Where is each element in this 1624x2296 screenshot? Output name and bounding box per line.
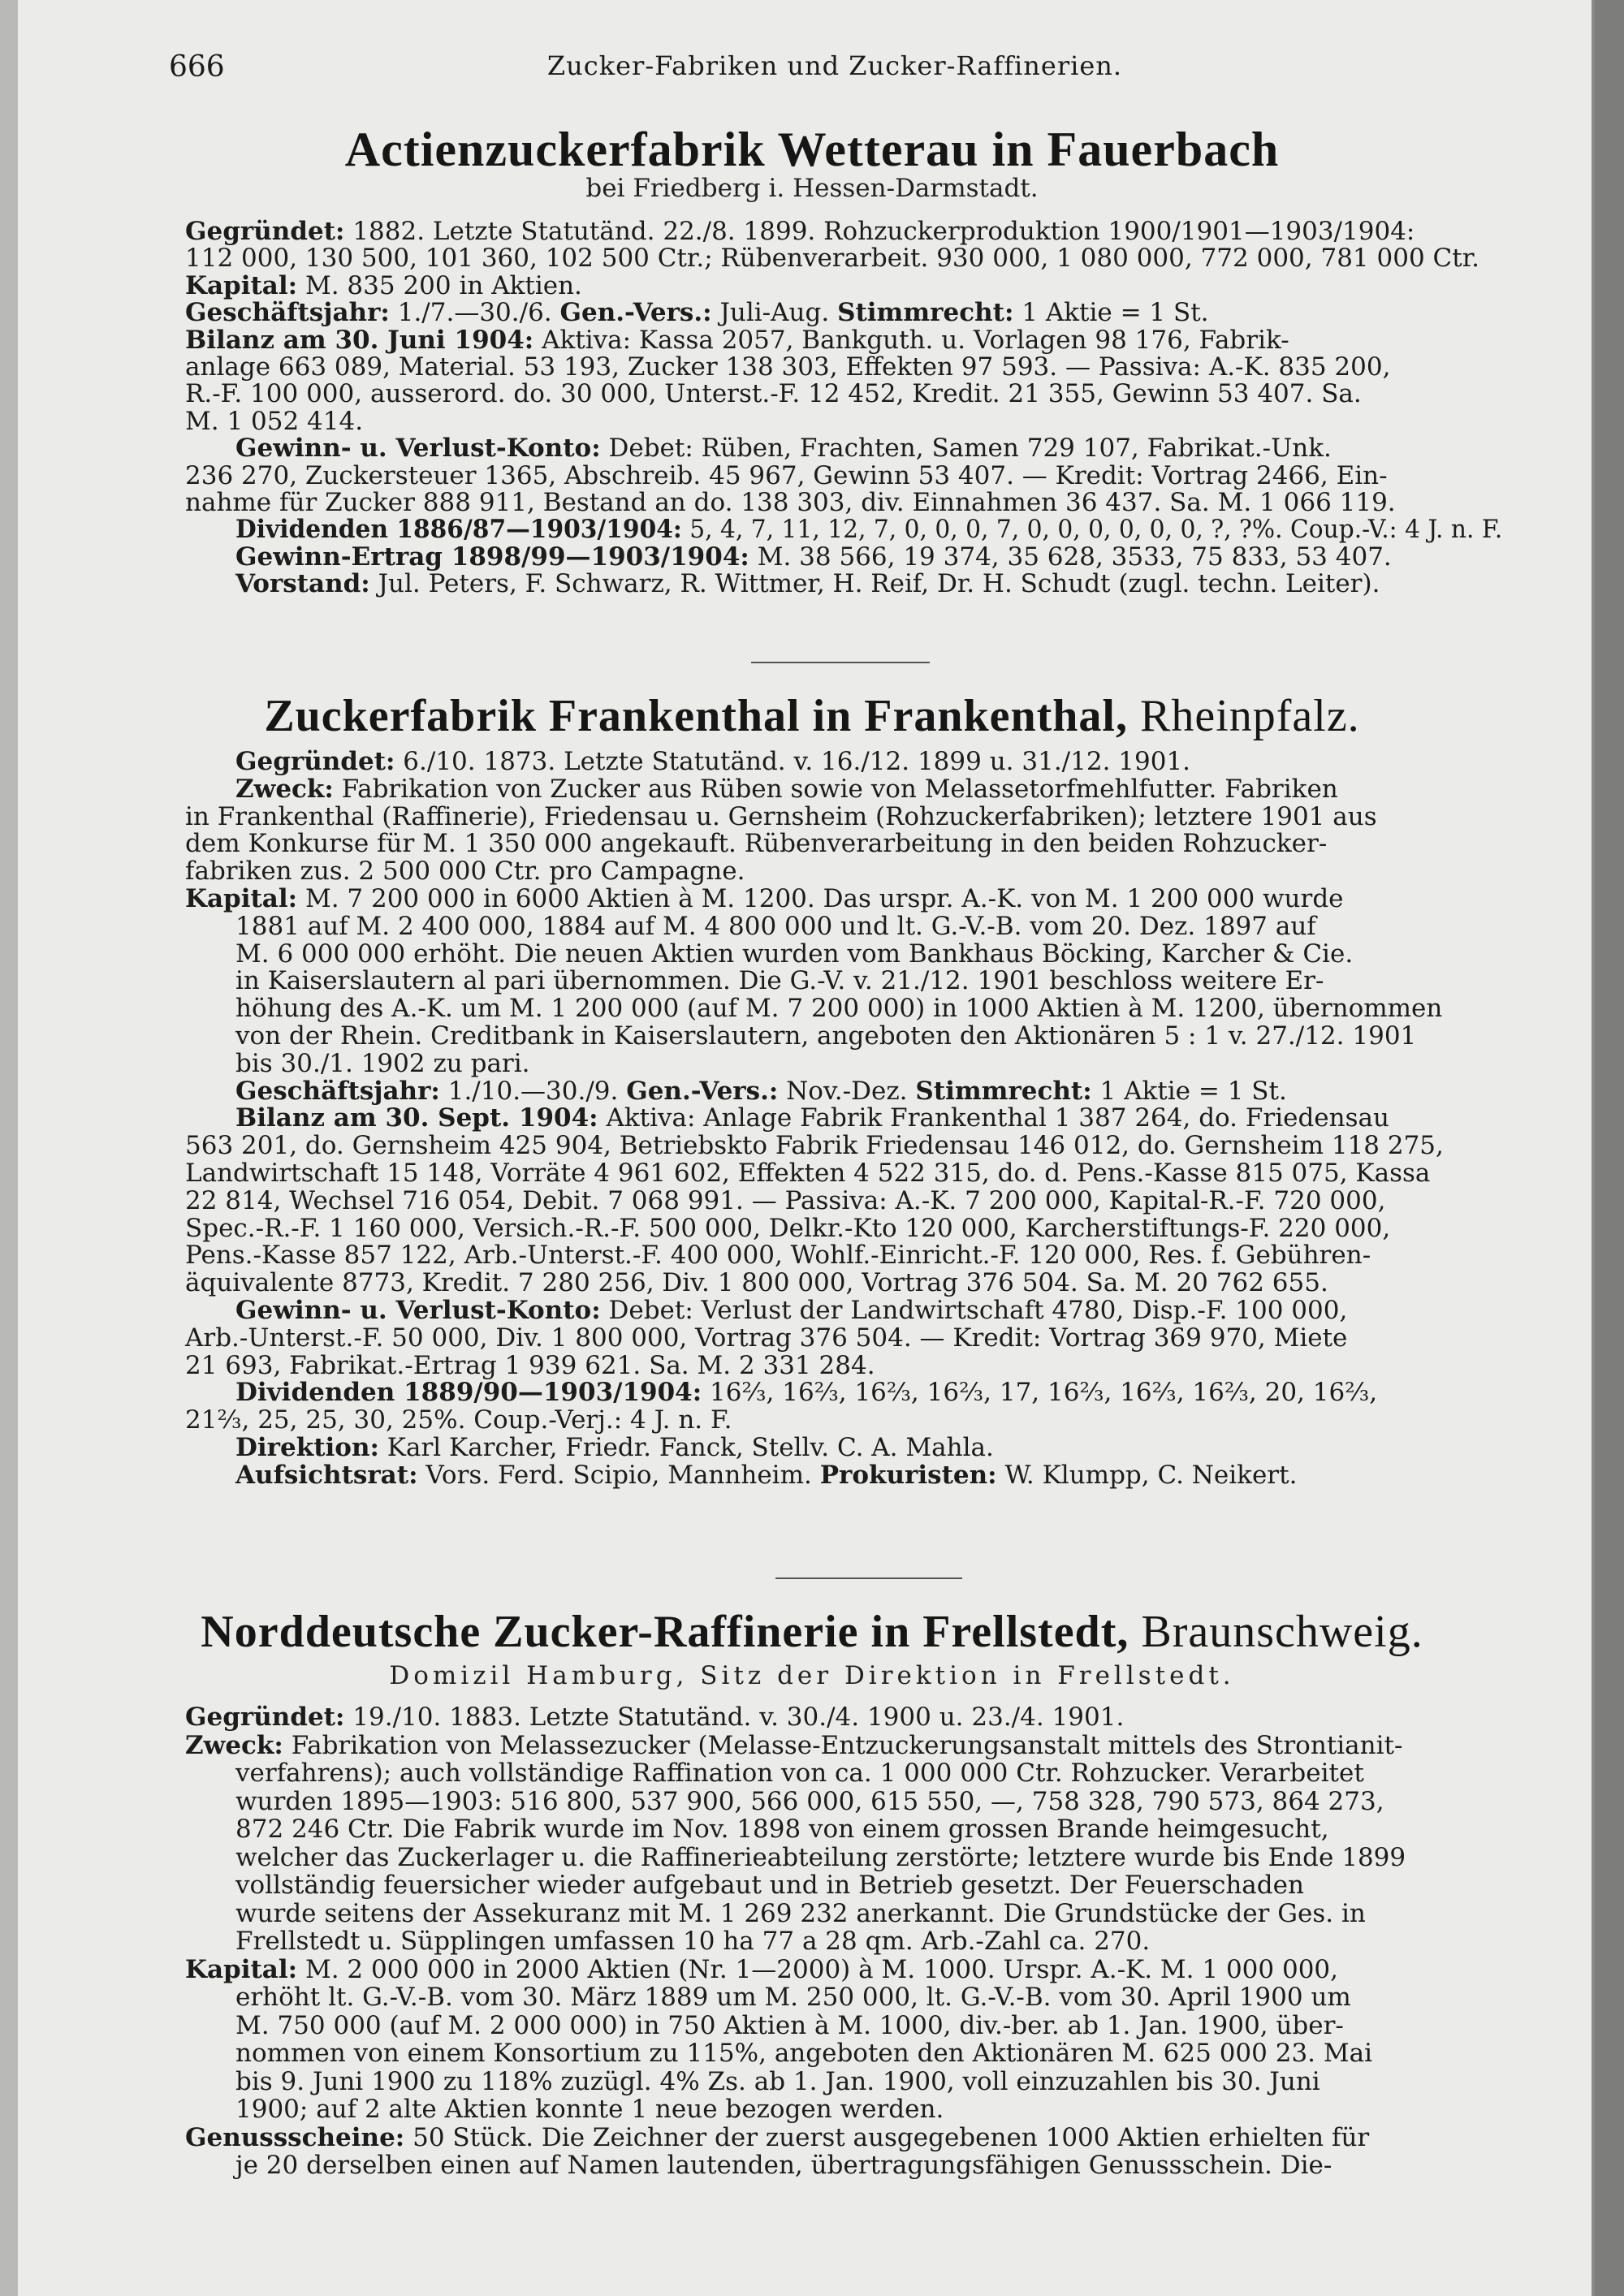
- section-3-title-region: Braunschweig.: [1129, 1607, 1423, 1657]
- text-line: [185, 803, 1377, 831]
- field-text: Fabrikation von Zucker aus Rüben sowie von Melassetorfmehlfutter. Fabriken: [333, 774, 1338, 804]
- text-line: [235, 2039, 1372, 2067]
- field-label: Gewinn- u. Verlust-Konto:: [235, 434, 601, 464]
- field-text: Vors. Ferd. Scipio, Mannheim.: [417, 1460, 820, 1490]
- text-line: [235, 2012, 1344, 2039]
- text-line: [235, 1844, 1406, 1871]
- field-text: Debet: Rüben, Frachten, Samen 729 107, Fabrikat.-Unk.: [600, 434, 1332, 464]
- field-text: 1 Aktie = 1 St.: [1013, 298, 1209, 328]
- field-text: 22 814, Wechsel 716 054, Debit. 7 068 991. — Passiva: A.-K. 7 200 000, Kapital-R.-F. 720 000,: [185, 1185, 1386, 1215]
- field-text: Spec.-R.-F. 1 160 000, Versich.-R.-F. 500 000, Delkr.-Kto 120 000, Karcherstiftungs-F. 220 000,: [185, 1213, 1391, 1243]
- text-line: [185, 272, 582, 300]
- text-line: [235, 1461, 1297, 1489]
- field-label: Genussscheine:: [185, 2122, 405, 2152]
- text-line: [235, 543, 1392, 571]
- section-3-subtitle: Domizil Hamburg, Sitz der Direktion in Frellstedt.: [389, 1661, 1235, 1690]
- field-label: Gegründet:: [185, 1703, 345, 1732]
- text-line: [185, 2124, 1369, 2151]
- text-line: [185, 1269, 1328, 1297]
- field-label: Gewinn- u. Verlust-Konto:: [235, 1296, 601, 1325]
- text-line: [185, 1324, 1347, 1352]
- field-text: 19./10. 1883. Letzte Statutänd. v. 30./4. 1900 u. 23./4. 1901.: [344, 1703, 1125, 1732]
- text-line: [235, 516, 1502, 543]
- text-line: [235, 1927, 1150, 1955]
- field-label: Direktion:: [235, 1433, 379, 1462]
- field-text: 50 Stück. Die Zeichner der zuerst ausgegebenen 1000 Aktien erhielten für: [404, 2122, 1370, 2152]
- field-text: vollständig feuersicher wieder aufgebaut und in Betrieb gesetzt. Der Feuerschaden: [235, 1871, 1304, 1900]
- text-line: [235, 1900, 1366, 1927]
- field-label: Gegründet:: [185, 217, 345, 246]
- field-text: von der Rhein. Creditbank in Kaiserslautern, angeboten den Aktionären 5 : 1 v. 27./12. 1901: [235, 1021, 1417, 1051]
- field-text: welcher das Zuckerlager u. die Raffinerieabteilung zerstörte; letztere wurde bis Ende 1899: [235, 1842, 1406, 1872]
- text-line: [235, 1815, 1329, 1843]
- text-line: [235, 967, 1324, 995]
- text-line: [185, 857, 745, 885]
- field-text: 236 270, Zuckersteuer 1365, Abschreib. 45 967, Gewinn 53 407. — Kredit: Vortrag 2466, Ein-: [185, 460, 1388, 490]
- section-2-title-text: Zuckerfabrik Frankenthal in Frankenthal,: [264, 691, 1128, 741]
- field-label: Stimmrecht:: [837, 298, 1014, 328]
- field-text: M. 835 200 in Aktien.: [297, 270, 582, 300]
- field-text: 1900; auf 2 alte Aktien konnte 1 neue bezogen werden.: [235, 2095, 944, 2124]
- field-text: Jul. Peters, F. Schwarz, R. Wittmer, H. Reif, Dr. H. Schudt (zugl. techn. Leiter).: [369, 569, 1380, 599]
- text-line: [185, 462, 1388, 490]
- text-line: [235, 775, 1338, 803]
- field-text: äquivalente 8773, Kredit. 7 280 256, Div. 1 800 000, Vortrag 376 504. Sa. M. 20 762 655.: [185, 1268, 1328, 1298]
- field-text: M. 7 200 000 in 6000 Aktien à M. 1200. Das urspr. A.-K. von M. 1 200 000 wurde: [297, 884, 1344, 913]
- text-line: [235, 2095, 944, 2123]
- field-text: Arb.-Unterst.-F. 50 000, Div. 1 800 000, Vortrag 376 504. — Kredit: Vortrag 369 970, Miete: [185, 1323, 1348, 1353]
- field-text: M. 38 566, 19 374, 35 628, 3533, 75 833, 53 407.: [749, 542, 1392, 572]
- page-header: [145, 50, 1525, 91]
- section-1-subtitle: bei Friedberg i. Hessen-Darmstadt.: [585, 174, 1039, 203]
- text-line: [185, 244, 1479, 272]
- field-label: Kapital:: [185, 884, 298, 913]
- field-label: Gen.-Vers.:: [626, 1076, 779, 1106]
- field-text: 1882. Letzte Statutänd. 22./8. 1899. Rohzuckerproduktion 1900/1901—1903/1904:: [344, 217, 1415, 246]
- field-text: höhung des A.-K. um M. 1 200 000 (auf M. 7 200 000) in 1000 Aktien à M. 1200, übernommen: [235, 994, 1443, 1024]
- field-label: Bilanz am 30. Juni 1904:: [185, 325, 534, 355]
- text-line: [185, 1215, 1390, 1242]
- field-text: 21 693, Fabrikat.-Ertrag 1 939 621. Sa. M. 2 331 284.: [185, 1350, 875, 1380]
- field-text: Juli-Aug.: [711, 298, 838, 328]
- field-text: Pens.-Kasse 857 122, Arb.-Unterst.-F. 400 000, Wohlf.-Einricht.-F. 120 000, Res. f. Gebühren-: [185, 1241, 1371, 1271]
- field-text: bis 9. Juni 1900 zu 118% zuzügl. 4% Zs. ab 1. Jan. 1900, voll einzuzahlen bis 30. Juni: [235, 2066, 1320, 2096]
- field-text: wurden 1895—1903: 516 800, 537 900, 566 000, 615 550, —, 758 328, 790 573, 864 273,: [235, 1786, 1384, 1816]
- field-text: Debet: Verlust der Landwirtschaft 4780, Disp.-F. 100 000,: [600, 1296, 1348, 1325]
- text-line: [185, 489, 1396, 516]
- text-line: [235, 434, 1332, 462]
- text-line: [185, 1406, 732, 1434]
- field-label: Gen.-Vers.:: [559, 298, 712, 328]
- field-text: anlage 663 089, Material. 53 193, Zucker 138 303, Effekten 97 593. — Passiva: A.-K. 835 200,: [185, 352, 1391, 382]
- field-label: Geschäftsjahr:: [235, 1076, 440, 1106]
- field-label: Geschäftsjahr:: [185, 298, 390, 328]
- field-text: fabriken zus. 2 500 000 Ctr. pro Campagne.: [185, 857, 745, 887]
- page-number: 666: [169, 50, 225, 84]
- field-text: 563 201, do. Gernsheim 425 904, Betriebskto Fabrik Friedensau 146 012, do. Gernsheim 118 275,: [185, 1131, 1444, 1161]
- field-text: Aktiva: Anlage Fabrik Frankenthal 1 387 264, do. Friedensau: [598, 1103, 1389, 1133]
- field-text: R.-F. 100 000, ausserord. do. 30 000, Unterst.-F. 12 452, Kredit. 21 355, Gewinn 53 407. Sa.: [185, 379, 1362, 409]
- field-text: Karl Karcher, Friedr. Fanck, Stellv. C. A. Mahla.: [378, 1433, 994, 1462]
- text-line: [185, 1241, 1371, 1269]
- section-2-title-region: Rheinpfalz.: [1127, 691, 1360, 741]
- text-line: [185, 1352, 875, 1379]
- scan-left-margin: [0, 0, 18, 2296]
- field-text: Frellstedt u. Süpplingen umfassen 10 ha 77 a 28 qm. Arb.-Zahl ca. 270.: [235, 1927, 1151, 1956]
- field-text: in Frankenthal (Raffinerie), Friedensau u. Gernsheim (Rohzuckerfabriken); letztere 1901 aus: [185, 801, 1377, 831]
- text-line: [235, 2068, 1320, 2095]
- field-text: W. Klumpp, C. Neikert.: [996, 1460, 1298, 1490]
- field-label: Zweck:: [235, 774, 334, 804]
- text-line: [235, 1759, 1364, 1787]
- field-label: Gegründet:: [235, 747, 395, 776]
- field-label: Prokuristen:: [819, 1460, 997, 1490]
- section-3-title-text: Norddeutsche Zucker-Raffinerie in Frellstedt,: [201, 1607, 1129, 1657]
- text-line: [235, 913, 1316, 940]
- field-label: Bilanz am 30. Sept. 1904:: [235, 1103, 598, 1133]
- text-line: [185, 353, 1390, 381]
- text-line: [185, 380, 1362, 408]
- field-text: M. 2 000 000 in 2000 Aktien (Nr. 1—2000) à M. 1000. Urspr. A.-K. M. 1 000 000,: [297, 1954, 1338, 1984]
- field-text: je 20 derselben einen auf Namen lautenden, übertragungsfähigen Genussschein. Die-: [235, 2151, 1332, 2180]
- section-3-title: [122, 1606, 1502, 1658]
- field-text: Nov.-Dez.: [778, 1076, 916, 1106]
- field-label: Dividenden 1886/87—1903/1904:: [235, 515, 682, 545]
- section-divider-2: [775, 1577, 962, 1579]
- text-line: [235, 1983, 1351, 2011]
- field-text: 6./10. 1873. Letzte Statutänd. v. 16./12. 1899 u. 31./12. 1901.: [395, 747, 1191, 776]
- field-text: M. 6 000 000 erhöht. Die neuen Aktien wurden vom Bankhaus Böcking, Karcher & Cie.: [235, 939, 1354, 969]
- field-text: 1 Aktie = 1 St.: [1091, 1076, 1287, 1106]
- field-text: M. 750 000 (auf M. 2 000 000) in 750 Aktien à M. 1000, div.-ber. ab 1. Jan. 1900, über-: [235, 2010, 1344, 2040]
- field-text: Fabrikation von Melassezucker (Melasse-Entzuckerungsanstalt mittels des Strontianit-: [283, 1730, 1403, 1760]
- field-label: Gewinn-Ertrag 1898/99—1903/1904:: [235, 542, 749, 572]
- text-line: [235, 1104, 1389, 1132]
- field-text: in Kaiserslautern al pari übernommen. Die G.-V. v. 21./12. 1901 beschloss weitere Er-: [235, 966, 1324, 996]
- text-line: [185, 299, 1209, 326]
- text-line: [185, 830, 1327, 857]
- text-line: [235, 1050, 530, 1077]
- text-line: [235, 995, 1442, 1022]
- text-line: [185, 1956, 1338, 1983]
- text-line: [235, 1022, 1416, 1050]
- field-text: 872 246 Ctr. Die Fabrik wurde im Nov. 1898 von einem grossen Brande heimgesucht,: [235, 1815, 1329, 1844]
- text-line: [235, 1379, 1377, 1406]
- field-text: erhöht lt. G.-V.-B. vom 30. März 1889 um M. 250 000, lt. G.-V.-B. vom 30. April 1900 um: [235, 1983, 1351, 2012]
- section-1-title-text: Actienzuckerfabrik Wetterau in Fauerbach: [344, 123, 1280, 176]
- text-line: [185, 885, 1344, 913]
- field-label: Dividenden 1889/90—1903/1904:: [235, 1378, 702, 1408]
- field-text: nahme für Zucker 888 911, Bestand an do. 138 303, div. Einnahmen 36 437. Sa. M. 1 066 119.: [185, 488, 1396, 517]
- text-line: [185, 218, 1415, 245]
- field-text: 21⅔, 25, 25, 30, 25%. Coup.-Verj.: 4 J. n. F.: [185, 1405, 732, 1435]
- text-line: [185, 1132, 1444, 1159]
- text-line: [235, 1788, 1384, 1815]
- text-line: [185, 326, 1289, 354]
- field-label: Kapital:: [185, 1954, 298, 1984]
- section-2-title: [122, 690, 1502, 742]
- text-line: [185, 1732, 1402, 1759]
- field-text: M. 1 052 414.: [185, 406, 364, 436]
- field-text: dem Konkurse für M. 1 350 000 angekauft. Rübenverarbeitung in den beiden Rohzucker-: [185, 829, 1328, 859]
- text-line: [235, 940, 1353, 968]
- section-divider-1: [751, 662, 930, 663]
- text-line: [235, 1871, 1304, 1899]
- field-text: Aktiva: Kassa 2057, Bankguth. u. Vorlagen 98 176, Fabrik-: [533, 325, 1289, 355]
- text-line: [235, 2151, 1332, 2179]
- text-line: [235, 748, 1190, 775]
- field-text: 1881 auf M. 2 400 000, 1884 auf M. 4 800 000 und lt. G.-V.-B. vom 20. Dez. 1897 auf: [235, 911, 1316, 941]
- field-label: Aufsichtsrat:: [235, 1460, 418, 1490]
- text-line: [185, 1159, 1430, 1187]
- running-title: Zucker-Fabriken und Zucker-Raffinerien.: [546, 50, 1123, 81]
- field-text: nommen von einem Konsortium zu 115%, angeboten den Aktionären M. 625 000 23. Mai: [235, 2039, 1373, 2068]
- field-text: Landwirtschaft 15 148, Vorräte 4 961 602, Effekten 4 522 315, do. d. Pens.-Kasse 815 075, Kassa: [185, 1159, 1431, 1188]
- field-text: verfahrens); auch vollständige Raffination von ca. 1 000 000 Ctr. Rohzucker. Verarbeitet: [235, 1759, 1364, 1788]
- field-label: Vorstand:: [235, 569, 370, 599]
- text-line: [235, 1434, 994, 1461]
- text-line: [185, 1703, 1124, 1731]
- field-label: Stimmrecht:: [915, 1076, 1092, 1106]
- field-text: 5, 4, 7, 11, 12, 7, 0, 0, 0, 7, 0, 0, 0, 0, 0, 0, ?, ?%. Coup.-V.: 4 J. n. F.: [681, 515, 1503, 545]
- field-text: wurde seitens der Assekuranz mit M. 1 269 232 anerkannt. Die Grundstücke der Ges. in: [235, 1898, 1366, 1928]
- text-line: [235, 1297, 1347, 1324]
- text-line: [185, 1187, 1385, 1215]
- field-label: Zweck:: [185, 1730, 283, 1760]
- text-line: [185, 408, 363, 435]
- field-text: 112 000, 130 500, 101 360, 102 500 Ctr.; Rübenverarbeit. 930 000, 1 080 000, 772 000, 781 000 Ctr.: [185, 244, 1479, 274]
- section-1-title: [122, 122, 1502, 178]
- field-text: 1./10.—30./9.: [439, 1076, 627, 1106]
- field-text: 1./7.—30./6.: [389, 298, 560, 328]
- field-text: bis 30./1. 1902 zu pari.: [235, 1048, 530, 1078]
- text-line: [235, 570, 1380, 598]
- field-label: Kapital:: [185, 270, 298, 300]
- scan-right-edge: [1595, 0, 1624, 2296]
- field-text: 16⅔, 16⅔, 16⅔, 16⅔, 17, 16⅔, 16⅔, 16⅔, 20, 16⅔,: [702, 1378, 1378, 1408]
- text-line: [235, 1077, 1287, 1105]
